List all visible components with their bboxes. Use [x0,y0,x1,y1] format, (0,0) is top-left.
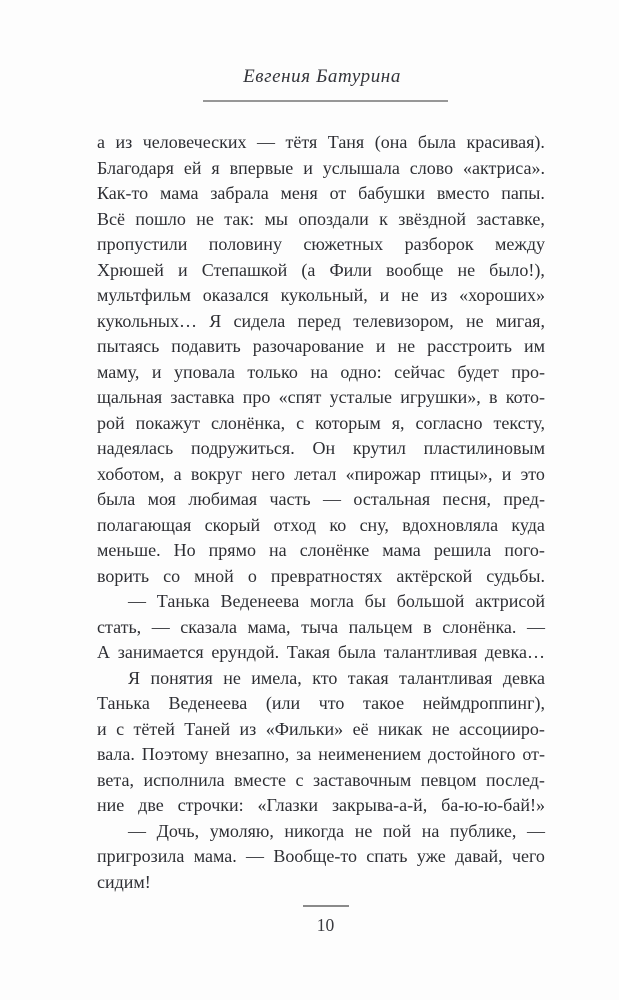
text-line: стать, — сказала мама, тыча пальцем в слонёнка. — [97,616,545,637]
text-line: пригрозила мама. — Вообще-то спать уже давай, чего [97,846,545,866]
text-line: рой покажут слонёнка, с которым я, согласно тексту, [97,412,545,433]
text-line: кукольных… Я сидела перед телевизором, не мигая, [97,310,545,331]
text-line: вала. Поэтому внезапно, за неименением достойного от- [97,744,545,764]
page-number: 10 [316,915,335,935]
text-line: А занимается ерундой. Такая была талантливая девка… [97,642,545,662]
header-rule [203,100,448,102]
text-line: маму, и уповала только на одно: сейчас будет про- [97,361,545,382]
text-line: — Танька Веденеева могла бы большой актрисой [128,591,545,611]
text-line: Хрюшей и Степашкой (а Фили вообще не было!), [97,259,545,280]
text-line: Благодаря ей я впервые и услышала слово «актриса». [97,157,545,178]
running-header-author: Евгения Батурина [243,66,401,87]
text-line: надеялась подружиться. Он крутил пластилиновым [97,438,545,458]
text-line: сидим! [97,871,151,892]
text-line: вета, исполнила вместе с заставочным певцом послед- [97,769,545,790]
text-line: хоботом, а вокруг него летал «пирожар птицы», и это [97,463,545,484]
text-line: Как-то мама забрала меня от бабушки вместо папы. [97,183,545,203]
text-line: ние две строчки: «Глазки закрыва-а-й, ба-ю-ю-бай!» [97,795,545,815]
text-line: и с тётей Таней из «Фильки» её никак не ассоцииро- [97,718,545,739]
text-line: полагающая скорый отход ко сну, вдохновляла куда [97,514,545,535]
footer-rule [303,905,349,907]
text-line: Всё пошло не так: мы опоздали к звёздной заставке, [97,208,545,229]
text-line: меньше. Но прямо на слонёнке мама решила пого- [97,540,545,560]
text-line: мультфильм оказался кукольный, и не из «хороших» [97,285,545,305]
text-line: пытаясь подавить разочарование и не расстроить им [97,336,545,356]
text-line: Я понятия не имела, кто такая талантливая девка [128,667,545,688]
text-line: была моя любимая часть — остальная песня, пред- [97,489,545,509]
text-line: Танька Веденеева (или что такое неймдроппинг), [97,693,545,713]
text-line: а из человеческих — тётя Таня (она была красивая). [97,132,545,152]
text-line: ворить со мной о превратностях актёрской судьбы. [97,565,545,586]
page-body [97,130,545,895]
text-line: щальная заставка про «спят усталые игрушки», в кото- [97,387,545,407]
text-line: — Дочь, умоляю, никогда не пой на публике, — [128,820,545,841]
text-line: пропустили половину сюжетных разборок между [97,234,545,254]
